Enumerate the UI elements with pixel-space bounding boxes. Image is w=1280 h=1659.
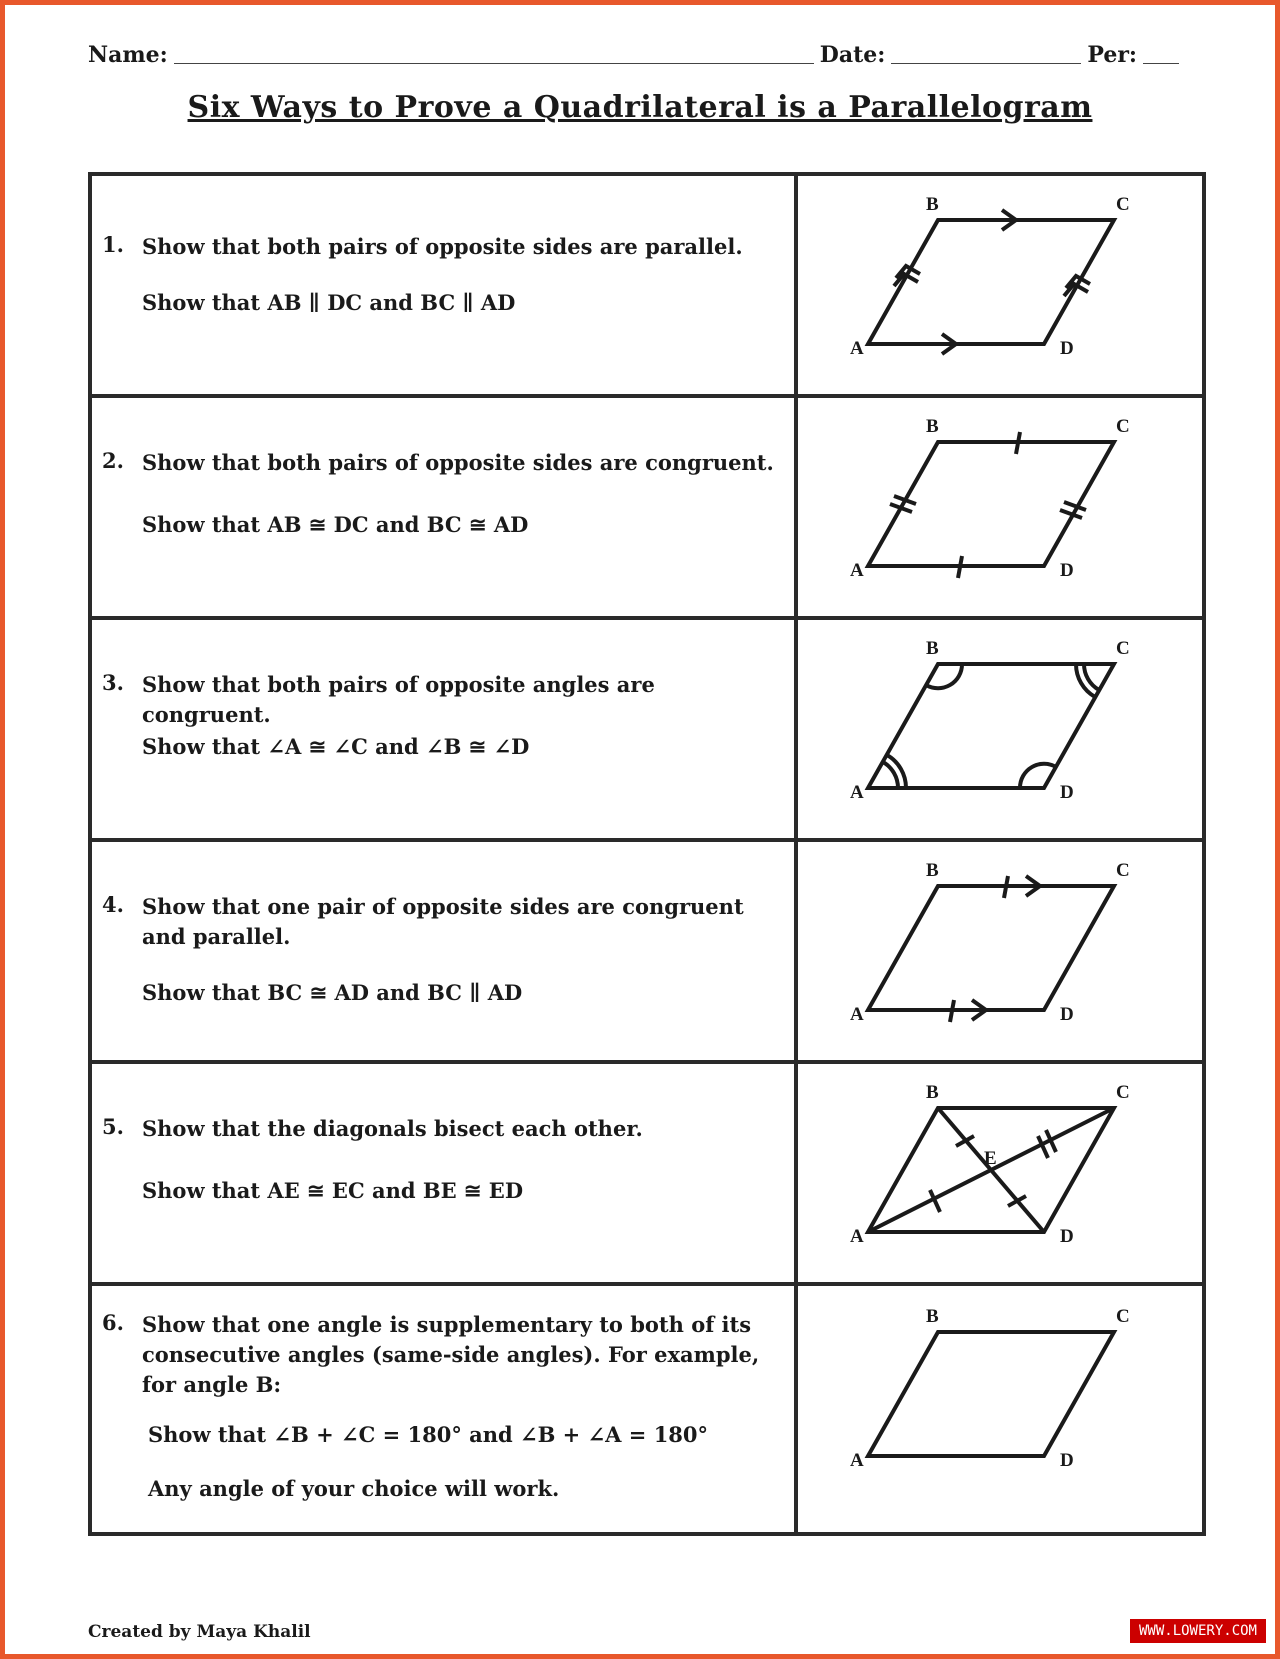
diagram-4 — [798, 842, 1202, 1060]
header — [88, 38, 1198, 68]
per-blank[interactable] — [1143, 41, 1179, 64]
text-cell-6 — [92, 1286, 794, 1532]
vertex-d-label: D — [1060, 1226, 1074, 1247]
diagram-6 — [798, 1286, 1202, 1532]
row-show: Show that AB ≅ DC and BC ≅ AD — [142, 512, 529, 537]
row-number: 3. — [102, 670, 124, 695]
table-row-6 — [92, 1286, 1202, 1532]
row-note: Any angle of your choice will work. — [148, 1476, 560, 1501]
vertex-e-label: E — [984, 1148, 997, 1169]
vertex-d-label: D — [1060, 338, 1074, 359]
text-cell-3 — [92, 620, 794, 838]
vertex-c-label: C — [1116, 860, 1130, 881]
row-show: Show that AE ≅ EC and BE ≅ ED — [142, 1178, 524, 1203]
date-label: Date: — [819, 42, 886, 68]
vertex-b-label: B — [926, 194, 939, 215]
row-number: 6. — [102, 1310, 124, 1335]
vertex-a-label: A — [850, 1226, 864, 1247]
vertex-a-label: A — [850, 782, 864, 803]
row-statement: Show that both pairs of opposite sides are parallel. — [142, 234, 743, 259]
parallelogram-plain — [798, 1286, 1202, 1532]
parallelogram-congruent-angles — [798, 620, 1202, 838]
table-row-5 — [92, 1064, 1202, 1286]
vertex-b-label: B — [926, 1082, 939, 1103]
vertex-a-label: A — [850, 560, 864, 581]
row-statement: Show that one angle is supplementary to both of its consecutive angles (same-side angles). For example, for angle B: — [142, 1312, 760, 1397]
vertex-c-label: C — [1116, 638, 1130, 659]
vertex-a-label: A — [850, 338, 864, 359]
row-statement: Show that both pairs of opposite sides are congruent. — [142, 450, 774, 475]
vertex-c-label: C — [1116, 1306, 1130, 1327]
text-cell-2 — [92, 398, 794, 616]
diagram-3 — [798, 620, 1202, 838]
row-show: Show that ∠B + ∠C = 180° and ∠B + ∠A = 180° — [148, 1422, 709, 1447]
row-number: 5. — [102, 1114, 124, 1139]
vertex-d-label: D — [1060, 1450, 1074, 1471]
name-blank[interactable] — [174, 41, 814, 64]
row-statement: Show that one pair of opposite sides are congruent and parallel. — [142, 894, 744, 949]
row-statement: Show that the diagonals bisect each other. — [142, 1116, 643, 1141]
vertex-b-label: B — [926, 860, 939, 881]
page-title: Six Ways to Prove a Quadrilateral is a Parallelogram — [187, 90, 1093, 125]
diagram-5 — [798, 1064, 1202, 1282]
methods-table — [88, 172, 1206, 1536]
text-cell-4 — [92, 842, 794, 1060]
vertex-d-label: D — [1060, 560, 1074, 581]
parallelogram-bisecting-diagonals — [798, 1064, 1202, 1282]
parallelogram-congruent-sides — [798, 398, 1202, 616]
row-statement: Show that both pairs of opposite angles are congruent. — [142, 672, 655, 727]
date-blank[interactable] — [891, 41, 1081, 64]
row-show: Show that AB ∥ DC and BC ∥ AD — [142, 290, 516, 315]
vertex-a-label: A — [850, 1450, 864, 1471]
vertex-b-label: B — [926, 638, 939, 659]
row-show: Show that BC ≅ AD and BC ∥ AD — [142, 980, 523, 1005]
parallelogram-parallel-sides — [798, 176, 1202, 394]
table-row-1 — [92, 176, 1202, 398]
row-number: 1. — [102, 232, 124, 257]
vertex-a-label: A — [850, 1004, 864, 1025]
text-cell-1 — [92, 176, 794, 394]
row-number: 4. — [102, 892, 124, 917]
vertex-c-label: C — [1116, 194, 1130, 215]
per-label: Per: — [1087, 42, 1138, 68]
vertex-b-label: B — [926, 416, 939, 437]
table-row-2 — [92, 398, 1202, 620]
vertex-b-label: B — [926, 1306, 939, 1327]
vertex-c-label: C — [1116, 416, 1130, 437]
row-show: Show that ∠A ≅ ∠C and ∠B ≅ ∠D — [142, 734, 530, 759]
table-row-4 — [92, 842, 1202, 1064]
footer-credit: Created by Maya Khalil — [88, 1622, 311, 1642]
parallelogram-congruent-parallel-side — [798, 842, 1202, 1060]
table-row-3 — [92, 620, 1202, 842]
vertex-c-label: C — [1116, 1082, 1130, 1103]
diagram-2 — [798, 398, 1202, 616]
text-cell-5 — [92, 1064, 794, 1282]
vertex-d-label: D — [1060, 1004, 1074, 1025]
watermark-badge: WWW.LOWERY.COM — [1130, 1619, 1266, 1643]
diagram-1 — [798, 176, 1202, 394]
name-label: Name: — [88, 42, 168, 68]
vertex-d-label: D — [1060, 782, 1074, 803]
row-number: 2. — [102, 448, 124, 473]
